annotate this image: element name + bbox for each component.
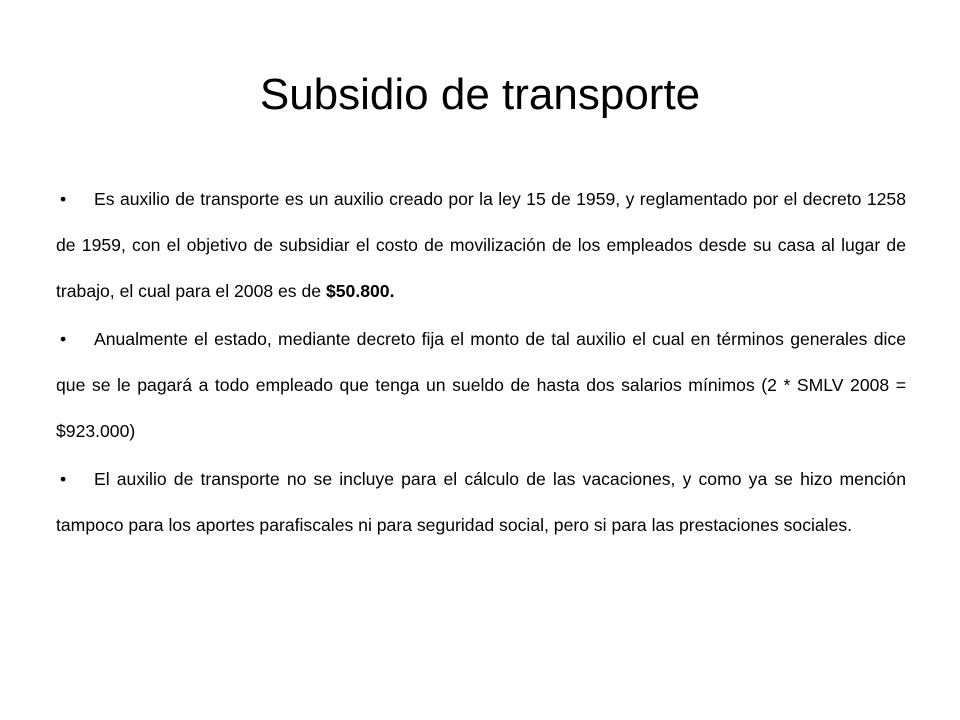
bullet-text: Es auxilio de transporte es un auxilio creado por la ley 15 de 1959, y reglamentado por el decreto 1258 de 1959, con el objetivo de subsidiar el costo de movilización de los empleados desde su casa al lugar de trabajo, el cual para el 2008 es de (56, 189, 906, 301)
bullet-icon: • (60, 469, 67, 489)
bullet-amount: $50.800. (325, 281, 395, 301)
bullet-text: Anualmente el estado, mediante decreto fija el monto de tal auxilio el cual en términos generales dice que se le pagará a todo empleado que tenga un sueldo de hasta dos salarios mínimos (2 * SMLV 2008 = $923.000) (56, 329, 906, 441)
bullet-text: El auxilio de transporte no se incluye para el cálculo de las vacaciones, y como ya se hizo mención tampoco para los aportes parafiscales ni para seguridad social, pero si para las prestaciones sociales. (56, 469, 906, 535)
bullet-item (56, 316, 906, 454)
bullet-item (56, 456, 906, 548)
slide-body (56, 176, 906, 550)
bullet-icon: • (60, 189, 67, 209)
bullet-item (56, 176, 906, 314)
bullet-icon: • (60, 329, 67, 349)
slide-title: Subsidio de transporte (259, 70, 701, 119)
